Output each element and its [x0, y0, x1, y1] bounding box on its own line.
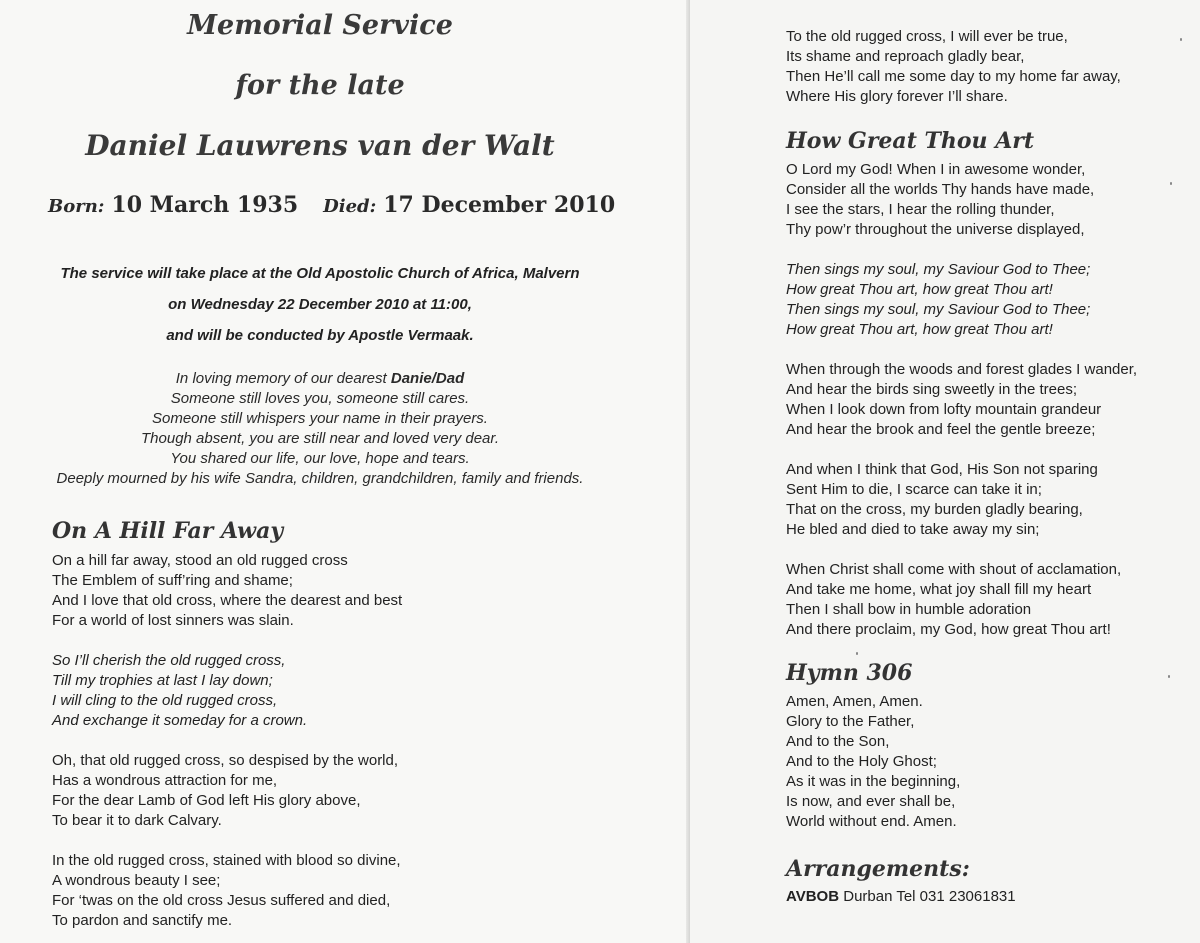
service-location: The service will take place at the Old Apostolic Church of Africa, Malvern	[60, 265, 580, 282]
funeral-home-contact: Durban Tel 031 23061831	[839, 888, 1016, 905]
deceased-name: Daniel Lauwrens van der Walt	[85, 129, 555, 162]
hymn-hill-verse-4	[786, 27, 1121, 107]
verse-line: When through the woods and forest glades I wander,	[786, 361, 1138, 378]
chorus-line: So I’ll cherish the old rugged cross,	[52, 652, 286, 669]
hymn-line: Amen, Amen, Amen.	[786, 693, 923, 710]
hymn-title-hill-far-away: On A Hill Far Away	[52, 518, 284, 544]
verse-line: Sent Him to die, I scarce can take it in;	[786, 481, 1042, 498]
verse-line: Its shame and reproach gladly bear,	[786, 48, 1025, 65]
chorus-line: How great Thou art, how great Thou art!	[786, 281, 1053, 298]
verse-line: Oh, that old rugged cross, so despised by the world,	[52, 752, 399, 769]
chorus	[786, 260, 1137, 340]
died-label: Died:	[323, 196, 377, 217]
verse-line: I see the stars, I hear the rolling thunder,	[786, 201, 1055, 218]
paper-speck	[856, 652, 858, 655]
verse-line: Where His glory forever I’ll share.	[786, 88, 1008, 105]
life-dates	[48, 192, 616, 218]
hymn-title-how-great-thou-art: How Great Thou Art	[786, 128, 1035, 154]
chorus	[52, 651, 402, 731]
service-details	[0, 258, 640, 351]
chorus-line: And exchange it someday for a crown.	[52, 712, 308, 729]
verse-line: To the old rugged cross, I will ever be true,	[786, 28, 1068, 45]
service-officiant: and will be conducted by Apostle Vermaak.	[166, 327, 474, 344]
memory-line: You shared our life, our love, hope and tears.	[170, 450, 470, 467]
verse-line: And hear the birds sing sweetly in the trees;	[786, 381, 1077, 398]
verse-3	[52, 851, 402, 931]
verse-line: When I look down from lofty mountain grandeur	[786, 401, 1102, 418]
verse-line: In the old rugged cross, stained with blood so divine,	[52, 852, 401, 869]
verse-1	[786, 160, 1137, 240]
hymn-line: As it was in the beginning,	[786, 773, 961, 790]
hymn-line: Glory to the Father,	[786, 713, 915, 730]
funeral-home-name: AVBOB	[786, 888, 840, 905]
verse-line: He bled and died to take away my sin;	[786, 521, 1040, 538]
right-page	[690, 0, 1200, 943]
verse-line: For a world of lost sinners was slain.	[52, 612, 294, 629]
verse-line: For ‘twas on the old cross Jesus suffered and died,	[52, 892, 391, 909]
verse-line: And I love that old cross, where the dearest and best	[52, 592, 403, 609]
memory-names: Danie/Dad	[390, 370, 465, 387]
verse-line: O Lord my God! When I in awesome wonder,	[786, 161, 1086, 178]
verse-line: Has a wondrous attraction for me,	[52, 772, 278, 789]
verse-1	[52, 551, 402, 631]
paper-speck	[1168, 675, 1170, 678]
paper-speck	[1170, 182, 1172, 185]
heading-memorial-service: Memorial Service	[187, 10, 453, 41]
verse-line: When Christ shall come with shout of acclamation,	[786, 561, 1122, 578]
chorus-line: I will cling to the old rugged cross,	[52, 692, 278, 709]
died-date: 17 December 2010	[383, 192, 616, 218]
hymn-line: And to the Holy Ghost;	[786, 753, 937, 770]
memorial-poem	[0, 369, 640, 489]
verse-line: That on the cross, my burden gladly bearing,	[786, 501, 1083, 518]
verse-line: The Emblem of suff’ring and shame;	[52, 572, 293, 589]
born-date: 10 March 1935	[111, 192, 299, 218]
verse-line: To bear it to dark Calvary.	[52, 812, 222, 829]
verse-line: And take me home, what joy shall fill my heart	[786, 581, 1092, 598]
service-datetime: on Wednesday 22 December 2010 at 11:00,	[168, 296, 472, 313]
born-label: Born:	[48, 196, 105, 217]
hymn-title-306: Hymn 306	[786, 660, 913, 686]
chorus-line: Till my trophies at last I lay down;	[52, 672, 273, 689]
verse-4	[786, 560, 1137, 640]
hymn-line: And to the Son,	[786, 733, 890, 750]
verse-line: A wondrous beauty I see;	[52, 872, 221, 889]
verse-line: And when I think that God, His Son not sparing	[786, 461, 1098, 478]
verse-line: Thy pow’r throughout the universe displayed,	[786, 221, 1085, 238]
hymn-hill-body	[52, 551, 402, 931]
arrangements-heading: Arrangements:	[786, 856, 970, 882]
memory-intro-line: In loving memory of our dearest Danie/Dad	[175, 370, 465, 387]
hymn-line: Is now, and ever shall be,	[786, 793, 956, 810]
heading-for-the-late: for the late	[235, 70, 405, 101]
hymn-line: World without end. Amen.	[786, 813, 957, 830]
memory-line: Though absent, you are still near and loved very dear.	[141, 430, 499, 447]
arrangements-details	[786, 888, 1016, 905]
hymn-how-body	[786, 160, 1137, 640]
chorus-line: Then sings my soul, my Saviour God to Thee;	[786, 261, 1091, 278]
memory-line: Someone still whispers your name in their prayers.	[152, 410, 488, 427]
verse-line: Then I shall bow in humble adoration	[786, 601, 1032, 618]
chorus-line: How great Thou art, how great Thou art!	[786, 321, 1053, 338]
verse-line: And there proclaim, my God, how great Thou art!	[786, 621, 1111, 638]
verse-2	[52, 751, 402, 831]
hymn-306-body	[786, 692, 960, 832]
verse-line: Consider all the worlds Thy hands have made,	[786, 181, 1095, 198]
verse-line: To pardon and sanctify me.	[52, 912, 233, 929]
verse-line: For the dear Lamb of God left His glory above,	[52, 792, 361, 809]
verse-line: And hear the brook and feel the gentle breeze;	[786, 421, 1096, 438]
verse-3	[786, 460, 1137, 540]
chorus-line: Then sings my soul, my Saviour God to Thee;	[786, 301, 1091, 318]
paper-speck	[1180, 38, 1182, 41]
memory-line: Someone still loves you, someone still cares.	[170, 390, 470, 407]
memory-line: Deeply mourned by his wife Sandra, children, grandchildren, family and friends.	[56, 470, 584, 487]
verse-2	[786, 360, 1137, 440]
verse-line: Then He’ll call me some day to my home far away,	[786, 68, 1121, 85]
verse-line: On a hill far away, stood an old rugged cross	[52, 552, 348, 569]
